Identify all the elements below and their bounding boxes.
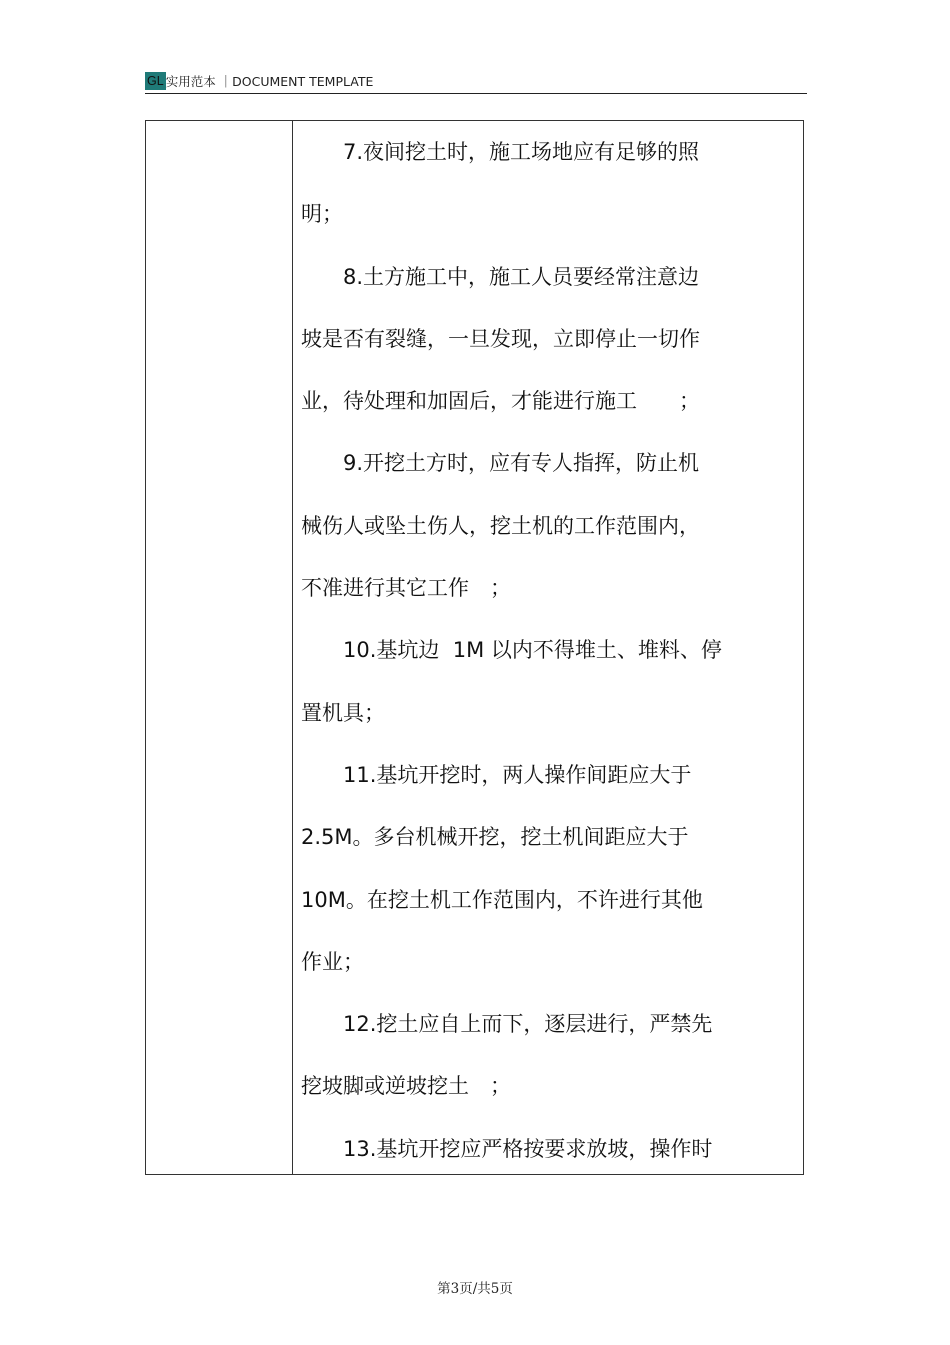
table-left-cell xyxy=(146,121,292,1174)
text-line: 8.土方施工中，施工人员要经常注意边 xyxy=(301,264,700,289)
text-line: 12.挖土应自上而下，逐层进行，严禁先 xyxy=(301,1012,713,1037)
text-line: 械伤人或坠土伤人，挖土机的工作范围内， xyxy=(301,513,700,538)
content-table xyxy=(145,120,804,1175)
page-number: 第3页/共5页 xyxy=(437,1281,513,1297)
text-line: 明； xyxy=(301,202,343,227)
header-title: 实用范本 ｜DOCUMENT TEMPLATE xyxy=(165,74,374,89)
text-line: 10M。在挖土机工作范围内，不许进行其他 xyxy=(301,887,703,912)
header-divider xyxy=(145,93,807,94)
text-line: 9.开挖土方时，应有专人指挥，防止机 xyxy=(301,451,700,476)
gl-logo: GL xyxy=(147,74,164,88)
text-line: 作业； xyxy=(301,949,364,974)
text-line: 业，待处理和加固后，才能进行施工 ； xyxy=(301,389,700,414)
text-line: 13.基坑开挖应严格按要求放坡，操作时 xyxy=(301,1136,713,1161)
text-line: 7.夜间挖土时，施工场地应有足够的照 xyxy=(301,140,700,164)
column-divider xyxy=(292,121,293,1174)
text-line: 不准进行其它工作 ； xyxy=(301,576,511,601)
text-line: 挖坡脚或逆坡挖土 ； xyxy=(301,1074,511,1099)
text-line: 2.5M。多台机械开挖，挖土机间距应大于 xyxy=(301,825,689,850)
text-line: 10.基坑边 1M 以内不得堆土、堆料、停 xyxy=(301,638,722,663)
text-line: 坡是否有裂缝，一旦发现，立即停止一切作 xyxy=(301,326,700,351)
document-header xyxy=(145,70,805,92)
text-line: 置机具； xyxy=(301,700,385,725)
table-right-cell xyxy=(301,121,796,1180)
text-line: 11.基坑开挖时，两人操作间距应大于 xyxy=(301,762,692,787)
